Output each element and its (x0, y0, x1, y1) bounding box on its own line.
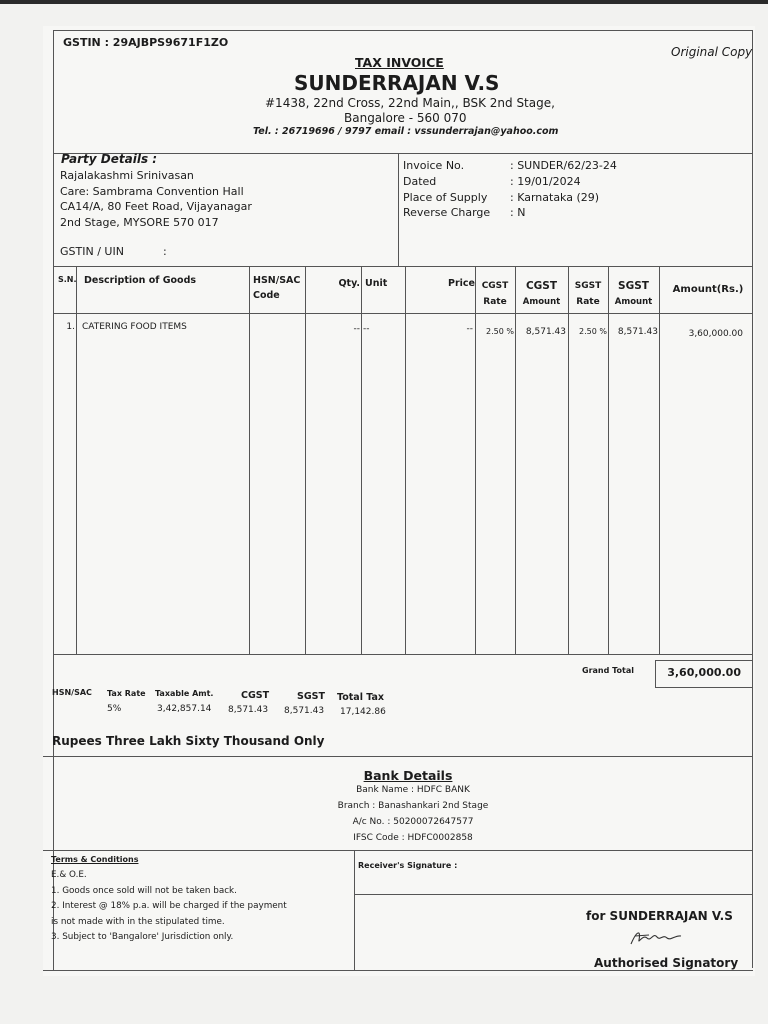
row-cgst-rate: 2.50 % (486, 327, 514, 336)
signature-divider (354, 850, 355, 970)
signature-scribble-icon (629, 926, 689, 948)
header-cgst-rate: CGST Rate (481, 281, 509, 307)
frame-top (53, 30, 753, 31)
party-address (60, 168, 252, 230)
summary-header-sgst: SGST (297, 691, 325, 702)
grand-total-box-bottom (655, 687, 752, 688)
party-line: Care: Sambrama Convention Hall (60, 184, 244, 198)
terms-list (51, 868, 287, 946)
seller-address-line1: #1438, 22nd Cross, 22nd Main,, BSK 2nd Stage, (265, 96, 555, 110)
frame-left (53, 30, 54, 970)
header-qty: Qty. (338, 278, 360, 289)
words-divider (43, 756, 753, 757)
col-line (568, 266, 569, 654)
dated-value: : 19/01/2024 (510, 174, 581, 188)
row-sgst-rate: 2.50 % (579, 327, 607, 336)
bank-divider (43, 850, 753, 851)
table-bottom-line (53, 654, 753, 655)
summary-taxable: 3,42,857.14 (157, 704, 212, 714)
grand-total-label: Grand Total (582, 666, 634, 675)
header-price: Price (448, 278, 475, 289)
row-sn: 1. (66, 322, 75, 332)
seller-gstin: GSTIN : 29AJBPS9671F1ZO (63, 36, 229, 49)
row-qty: -- (353, 324, 360, 334)
col-line (608, 266, 609, 654)
party-meta-divider (398, 153, 399, 266)
party-line: 2nd Stage, MYSORE 570 017 (60, 215, 219, 229)
document-title: TAX INVOICE (355, 55, 444, 70)
seller-name: SUNDERRAJAN V.S (294, 71, 500, 95)
terms-line: is not made with in the stipulated time. (51, 916, 225, 927)
invoice-no-value: : SUNDER/62/23-24 (510, 159, 617, 172)
header-sgst-amount: SGST Amount (614, 280, 653, 307)
summary-header-hsn: HSN/SAC (52, 688, 92, 697)
terms-line: 2. Interest @ 18% p.a. will be charged if the payment (51, 901, 287, 911)
summary-cgst: 8,571.43 (228, 705, 269, 715)
seller-address-line2: Bangalore - 560 070 (344, 111, 467, 125)
terms-line: 1. Goods once sold will not be taken back. (51, 885, 237, 896)
bank-details (273, 782, 553, 846)
copy-label: Original Copy (671, 45, 753, 59)
summary-header-cgst: CGST (241, 690, 270, 701)
table-header-line (53, 313, 753, 314)
summary-rate: 5% (107, 704, 122, 714)
invoice-meta-labels (403, 158, 490, 221)
frame-bottom (43, 970, 753, 971)
header-cgst-amount: CGST Amount (522, 280, 561, 307)
header-sn: S.N. (58, 275, 77, 284)
reverse-charge-label: Reverse Charge (403, 206, 491, 220)
invoice-meta-values (510, 158, 617, 221)
terms-line: 3. Subject to 'Bangalore' Jurisdiction only. (51, 932, 234, 942)
col-line (515, 266, 516, 654)
bank-ifsc: IFSC Code : HDFC0002858 (353, 833, 473, 843)
row-cgst-amount: 8,571.43 (525, 327, 566, 337)
bank-name: Bank Name : HDFC BANK (356, 785, 470, 795)
table-top-line (53, 266, 753, 267)
summary-sgst: 8,571.43 (284, 706, 325, 716)
authorised-signatory-label: Authorised Signatory (594, 956, 739, 970)
grand-total-value: 3,60,000.00 (667, 666, 741, 679)
reverse-charge-value: : N (510, 206, 526, 220)
row-unit: -- (363, 324, 370, 334)
amount-in-words: Rupees Three Lakh Sixty Thousand Only (52, 734, 325, 748)
header-divider (53, 153, 753, 154)
summary-total: 17,142.86 (340, 707, 386, 717)
grand-total-box-top (655, 660, 752, 661)
row-amount: 3,60,000.00 (688, 329, 743, 339)
receiver-signature-label: Receiver's Signature : (358, 861, 458, 870)
invoice-sheet (43, 26, 755, 976)
header-hsn: HSN/SAC Code (253, 275, 301, 301)
header-description: Description of Goods (84, 275, 197, 286)
row-price: -- (466, 324, 473, 334)
party-gstin-colon: : (163, 245, 167, 258)
row-sgst-amount: 8,571.43 (617, 327, 658, 337)
header-sgst-rate: SGST Rate (574, 281, 602, 307)
col-line (659, 266, 660, 654)
header-amount: Amount(Rs.) (672, 284, 744, 295)
summary-header-taxable: Taxable Amt. (155, 689, 214, 698)
bank-branch: Branch : Banashankari 2nd Stage (337, 801, 489, 811)
party-line: CA14/A, 80 Feet Road, Vijayanagar (60, 200, 252, 213)
header-unit: Unit (365, 278, 388, 289)
frame-right (752, 30, 753, 968)
summary-header-rate: Tax Rate (107, 689, 146, 698)
col-line (249, 266, 250, 654)
row-description: CATERING FOOD ITEMS (82, 322, 187, 332)
bank-account: A/c No. : 50200072647577 (352, 817, 474, 827)
place-of-supply-label: Place of Supply (403, 190, 488, 204)
terms-heading: Terms & Conditions (51, 855, 139, 864)
for-seller-label: for SUNDERRAJAN V.S (586, 909, 733, 923)
party-gstin-label: GSTIN / UIN (60, 245, 124, 258)
scan-top-edge (0, 0, 768, 4)
party-heading: Party Details : (61, 152, 158, 166)
invoice-no-label: Invoice No. (403, 159, 465, 172)
terms-line: E.& O.E. (51, 870, 87, 880)
receiver-divider (354, 894, 752, 895)
col-line (76, 266, 77, 654)
col-line (361, 266, 362, 654)
dated-label: Dated (403, 174, 437, 188)
party-line: Rajalakashmi Srinivasan (60, 169, 194, 182)
col-line (475, 266, 476, 654)
seller-contact: Tel. : 26719696 / 9797 email : vssunderrajan@yahoo.com (253, 126, 559, 137)
summary-header-total: Total Tax (337, 692, 385, 703)
bank-heading: Bank Details (363, 768, 453, 783)
place-of-supply-value: : Karnataka (29) (510, 190, 600, 204)
